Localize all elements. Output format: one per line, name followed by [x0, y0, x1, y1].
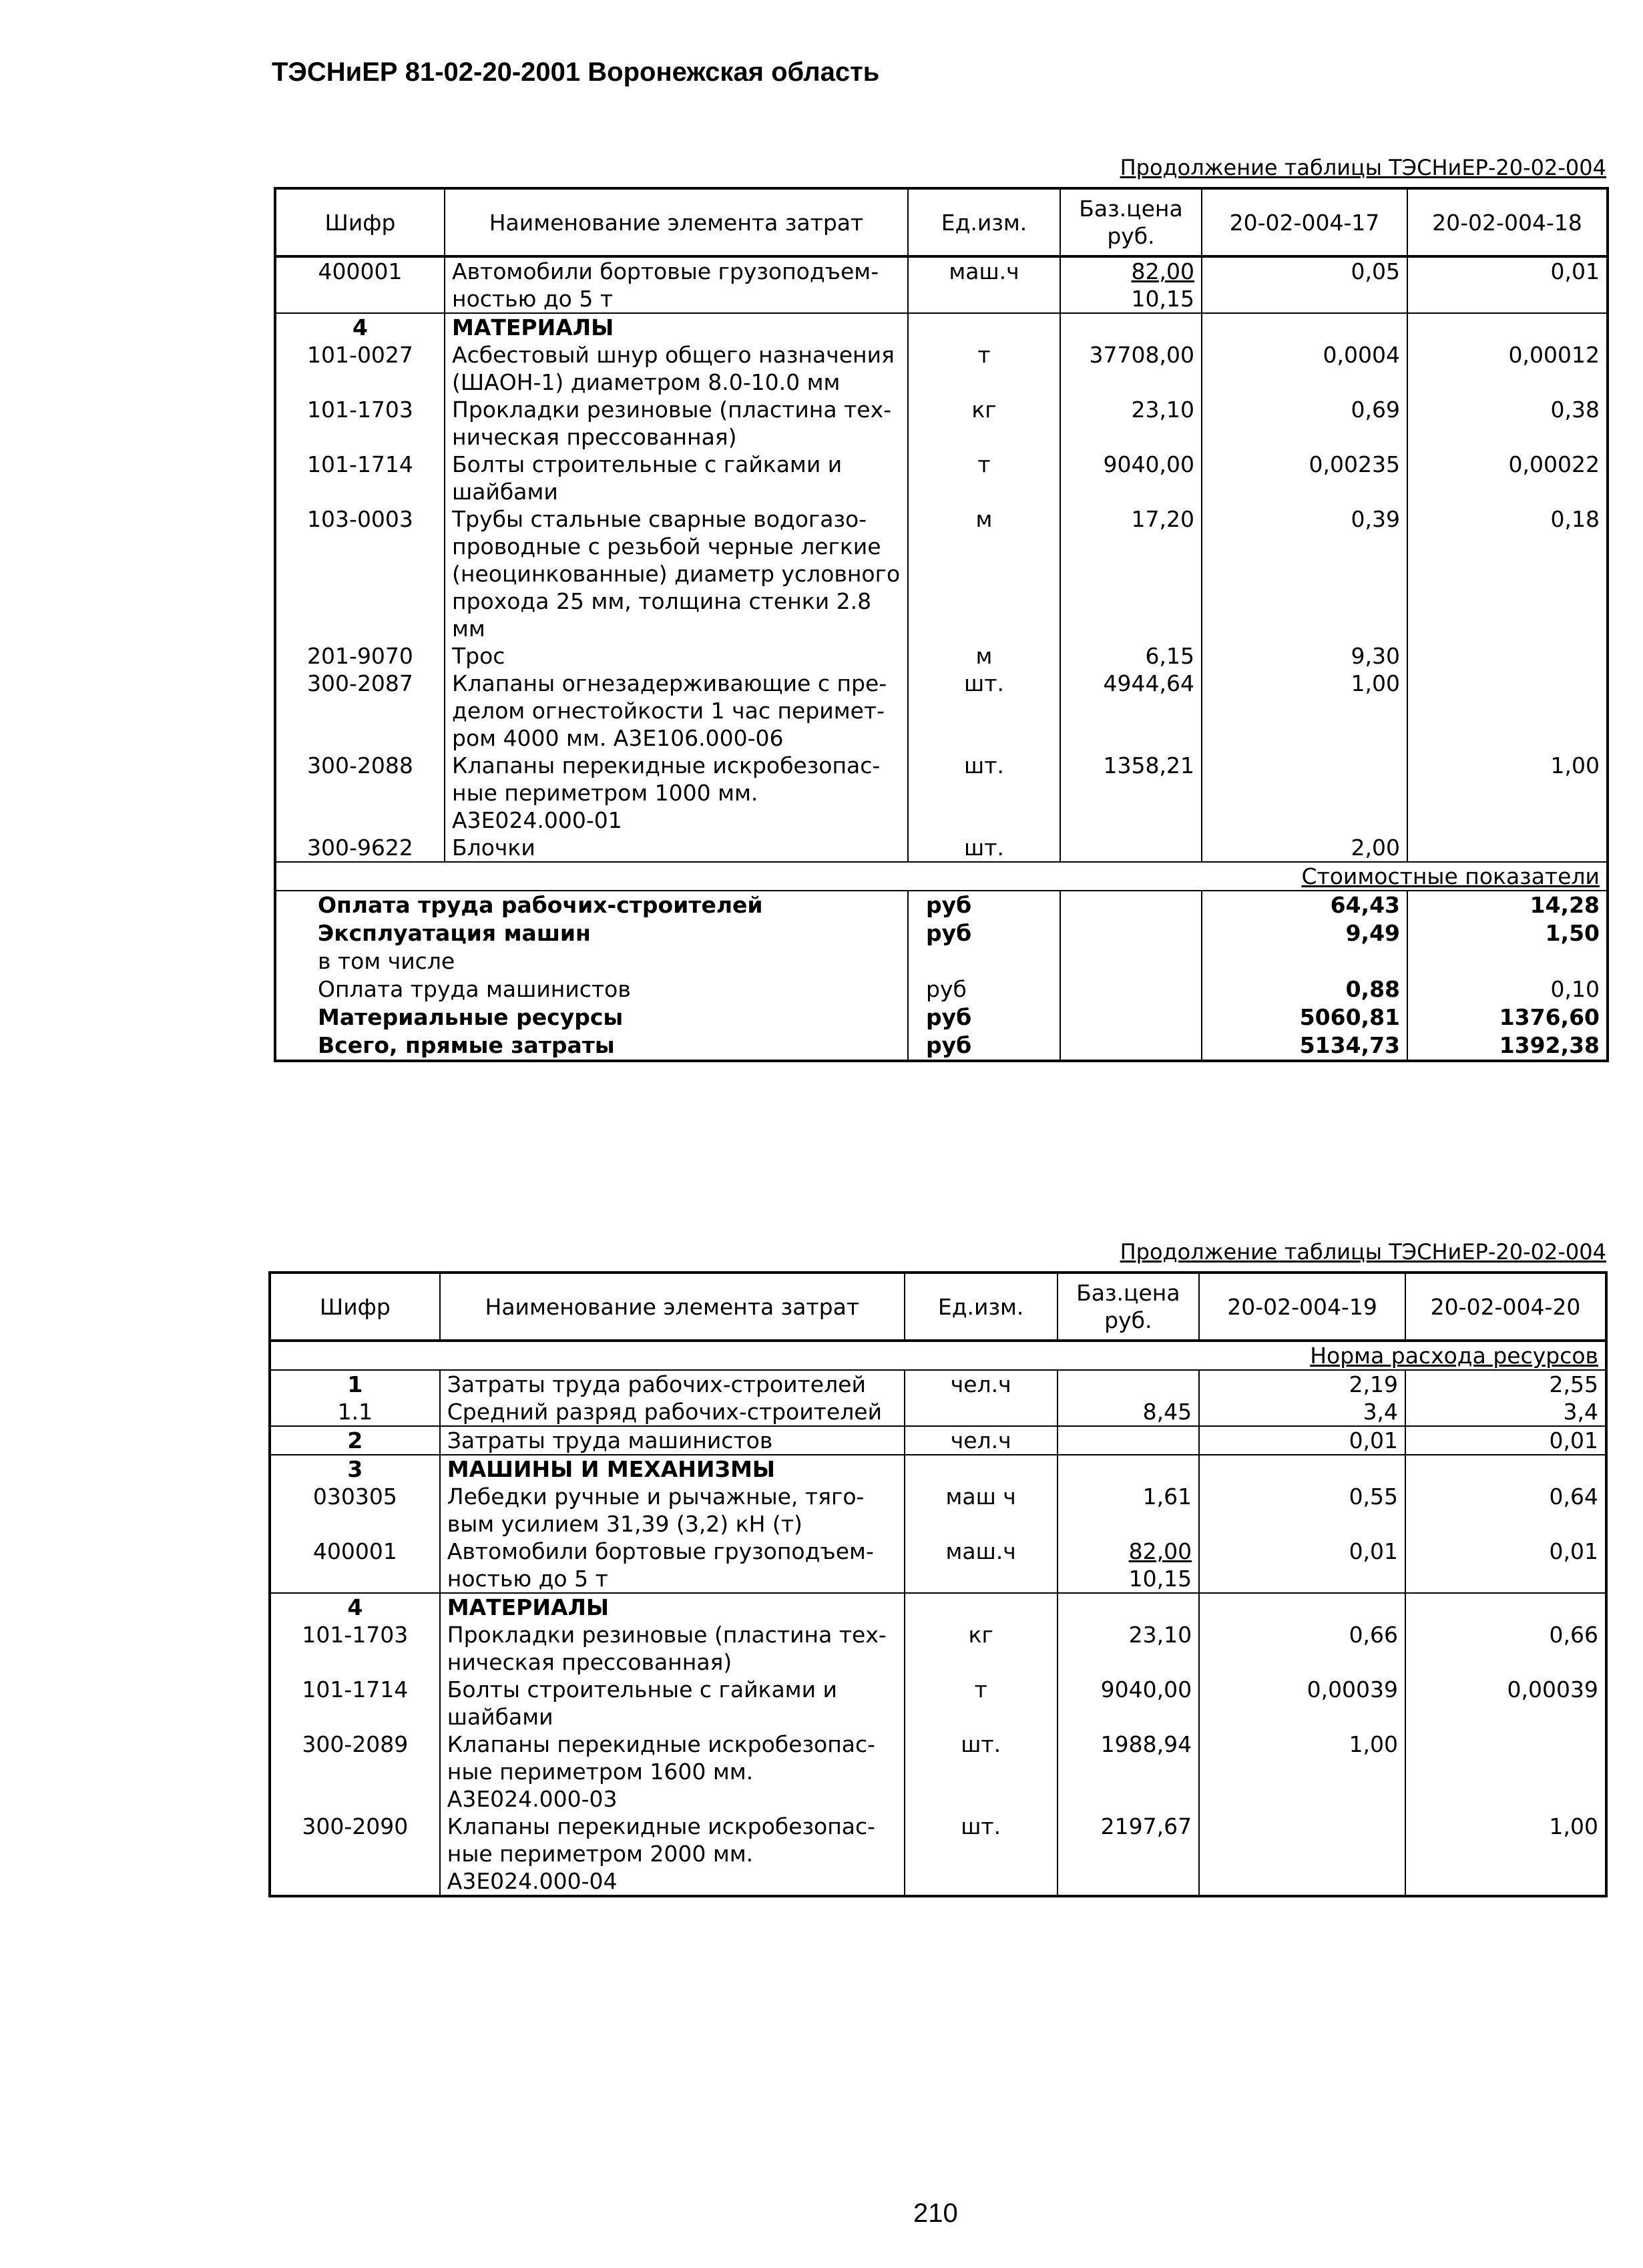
table-row: [270, 1676, 1606, 1731]
row-norm-a: 0,55: [1199, 1483, 1405, 1538]
row-price: 23,10: [1060, 396, 1202, 451]
cost-value-b: 0,10: [1407, 975, 1608, 1003]
row-unit: маш ч: [905, 1483, 1058, 1538]
row-unit: м: [908, 642, 1060, 670]
header-unit: Ед.изм.: [908, 188, 1060, 256]
header-norm-a: 20-02-004-17: [1202, 188, 1407, 256]
row-norm-a: 2,19: [1199, 1370, 1405, 1398]
row-unit: [905, 1398, 1058, 1426]
table-row: [275, 670, 1608, 752]
row-code: 103-0003: [307, 506, 413, 532]
cost-label: в том числе: [318, 948, 455, 974]
row-name: Автомобили бортовые грузоподъем-ностью до 5 т: [445, 256, 908, 313]
row-code: 030305: [312, 1484, 397, 1510]
row-norm-b: 1,00: [1407, 752, 1608, 834]
row-price: 8,45: [1058, 1398, 1200, 1426]
table-1-caption: Продолжение таблицы ТЭСНиЕР-20-02-004: [1120, 155, 1606, 180]
table-header-row: [270, 1273, 1606, 1341]
row-name: Клапаны перекидные искробезопас-ные периметром 2000 мм. А3Е024.000-04: [440, 1813, 905, 1896]
row-price: 4944,64: [1060, 670, 1202, 752]
row-norm-a: 9,30: [1202, 642, 1407, 670]
row-norm-b: 1,00: [1405, 1813, 1606, 1896]
table-row: [270, 1621, 1606, 1676]
row-code: 400001: [312, 1538, 397, 1564]
row-code: 400001: [318, 258, 403, 284]
row-norm-b: [1407, 834, 1608, 862]
row-norm-a: 0,01: [1199, 1538, 1405, 1593]
row-name: Автомобили бортовые грузоподъем-ностью до 5 т: [440, 1538, 905, 1593]
row-norm-b: 0,00012: [1407, 341, 1608, 396]
cost-row: [275, 891, 1608, 919]
row-code: 300-2087: [307, 670, 413, 696]
row-unit: шт.: [905, 1813, 1058, 1896]
row-norm-a: 0,01: [1199, 1426, 1405, 1455]
table-row: [270, 1813, 1606, 1896]
row-unit: шт.: [905, 1731, 1058, 1813]
cost-value-a: 0,88: [1202, 975, 1407, 1003]
cost-band-row: [275, 862, 1608, 891]
row-name: Блочки: [445, 834, 908, 862]
row-norm-b: [1407, 642, 1608, 670]
row-unit: т: [908, 341, 1060, 396]
row-code: 1: [270, 1370, 440, 1398]
row-price: 37708,00: [1060, 341, 1202, 396]
table-row: [270, 1538, 1606, 1593]
norm-band-label: [270, 1341, 1606, 1370]
norms-table-1: [274, 187, 1609, 1062]
norm-band-text: Норма расхода ресурсов: [1310, 1343, 1598, 1369]
cost-row: [275, 1032, 1608, 1061]
section-code: 3: [270, 1455, 440, 1483]
row-name: Затраты труда рабочих-строителей: [440, 1370, 905, 1398]
row-norm-a: 0,69: [1202, 396, 1407, 451]
price-main: 82,00: [1131, 258, 1194, 284]
row-code: 101-1703: [307, 397, 413, 423]
cost-row: [275, 947, 1608, 975]
cost-value-a: [1202, 947, 1407, 975]
table-row: [270, 1370, 1606, 1398]
row-name: Клапаны перекидные искробезопас-ные периметром 1600 мм. А3Е024.000-03: [440, 1731, 905, 1813]
row-norm-a: 0,0004: [1202, 341, 1407, 396]
table-row: [270, 1426, 1606, 1455]
cost-unit: руб: [908, 975, 1060, 1003]
row-name: Болты строительные с гайками и шайбами: [445, 451, 908, 505]
row-code: 300-2089: [302, 1731, 409, 1757]
cost-value-b: [1407, 947, 1608, 975]
row-price: 9040,00: [1060, 451, 1202, 505]
cost-value-b: 1392,38: [1407, 1032, 1608, 1061]
header-code: Шифр: [270, 1273, 440, 1341]
row-norm-b: 0,00039: [1405, 1676, 1606, 1731]
cost-unit: руб: [908, 919, 1060, 947]
cost-label: Оплата труда рабочих-строителей: [275, 891, 908, 919]
norms-table-2: [268, 1271, 1608, 1897]
cost-unit: руб: [908, 891, 1060, 919]
header-price: Баз.цена руб.: [1058, 1273, 1200, 1341]
section-title: МАТЕРИАЛЫ: [440, 1593, 905, 1621]
cost-value-a: 64,43: [1202, 891, 1407, 919]
row-name: Средний разряд рабочих-строителей: [440, 1398, 905, 1426]
row-unit: шт.: [908, 834, 1060, 862]
cost-value-a: 5060,81: [1202, 1003, 1407, 1032]
row-price: 23,10: [1058, 1621, 1200, 1676]
row-norm-a: 0,66: [1199, 1621, 1405, 1676]
table-row: [275, 505, 1608, 642]
section-row: [270, 1593, 1606, 1621]
cost-value-b: 1376,60: [1407, 1003, 1608, 1032]
row-price: [1058, 1538, 1200, 1593]
row-unit: шт.: [908, 670, 1060, 752]
section-row: [275, 313, 1608, 341]
row-unit: т: [905, 1676, 1058, 1731]
row-code: 101-1703: [302, 1622, 409, 1648]
row-norm-a: [1199, 1813, 1405, 1896]
row-norm-b: 0,01: [1405, 1538, 1606, 1593]
cost-label: Всего, прямые затраты: [318, 1032, 615, 1058]
page-number: 210: [913, 2199, 958, 2228]
cost-unit: руб: [908, 1003, 1060, 1032]
header-name: Наименование элемента затрат: [440, 1273, 905, 1341]
row-price: 9040,00: [1058, 1676, 1200, 1731]
cost-value-a: 5134,73: [1202, 1032, 1407, 1061]
cost-label: Эксплуатация машин: [318, 920, 591, 946]
table-row: [270, 1483, 1606, 1538]
norm-band-row: [270, 1341, 1606, 1370]
row-code: 2: [270, 1426, 440, 1455]
row-norm-b: 0,01: [1407, 256, 1608, 313]
document-title: ТЭСНиЕР 81-02-20-2001 Воронежская область: [272, 57, 880, 87]
row-unit: кг: [905, 1621, 1058, 1676]
table-row: [275, 834, 1608, 862]
row-code: 101-1714: [307, 451, 413, 477]
row-name: Прокладки резиновые (пластина тех-ническая прессованная): [445, 396, 908, 451]
row-name: Клапаны огнезадерживающие с пре-делом огнестойкости 1 час перимет-ром 4000 мм. А3Е106.000-06: [445, 670, 908, 752]
row-norm-b: 2,55: [1405, 1370, 1606, 1398]
price-machinist: 10,15: [1128, 1566, 1192, 1592]
row-price: 6,15: [1060, 642, 1202, 670]
row-norm-a: 2,00: [1202, 834, 1407, 862]
row-code: 300-9622: [307, 835, 413, 861]
table-row: [275, 642, 1608, 670]
row-code: 1.1: [337, 1399, 373, 1425]
row-name: Затраты труда машинистов: [440, 1426, 905, 1455]
header-unit: Ед.изм.: [905, 1273, 1058, 1341]
row-norm-b: 0,38: [1407, 396, 1608, 451]
row-norm-a: 0,00039: [1199, 1676, 1405, 1731]
row-unit: маш.ч: [908, 256, 1060, 313]
row-norm-b: [1407, 670, 1608, 752]
table-row: [275, 341, 1608, 396]
table-row: [275, 451, 1608, 505]
row-unit: м: [908, 505, 1060, 642]
header-code: Шифр: [275, 188, 445, 256]
header-norm-a: 20-02-004-19: [1199, 1273, 1405, 1341]
row-norm-b: 0,66: [1405, 1621, 1606, 1676]
row-unit: шт.: [908, 752, 1060, 834]
cost-band-text: Стоимостные показатели: [1301, 863, 1600, 889]
row-unit: т: [908, 451, 1060, 505]
section-code: 4: [275, 313, 445, 341]
header-norm-b: 20-02-004-18: [1407, 188, 1608, 256]
row-price: 2197,67: [1058, 1813, 1200, 1896]
table-row: [275, 256, 1608, 313]
row-norm-b: [1405, 1731, 1606, 1813]
row-name: Прокладки резиновые (пластина тех-ническая прессованная): [440, 1621, 905, 1676]
price-machinist: 10,15: [1131, 286, 1194, 312]
row-code: 201-9070: [307, 643, 413, 669]
table-header-row: [275, 188, 1608, 256]
header-norm-b: 20-02-004-20: [1405, 1273, 1606, 1341]
cost-label: Материальные ресурсы: [318, 1004, 624, 1030]
row-code: 300-2090: [302, 1813, 409, 1839]
row-code: 101-1714: [302, 1676, 409, 1703]
row-name: Лебедки ручные и рычажные, тяго-вым усилием 31,39 (3,2) кН (т): [440, 1483, 905, 1538]
row-unit: кг: [908, 396, 1060, 451]
row-norm-a: 0,39: [1202, 505, 1407, 642]
cost-row: [275, 919, 1608, 947]
row-norm-a: 1,00: [1202, 670, 1407, 752]
cost-unit: [908, 947, 1060, 975]
row-price: 1988,94: [1058, 1731, 1200, 1813]
cost-value-b: 1,50: [1407, 919, 1608, 947]
table-row: [270, 1731, 1606, 1813]
table-row: [275, 752, 1608, 834]
cost-unit: руб: [908, 1032, 1060, 1061]
row-code: 101-0027: [307, 342, 413, 368]
price-main: 82,00: [1128, 1538, 1192, 1564]
row-price: [1058, 1426, 1200, 1455]
row-price: [1060, 834, 1202, 862]
row-norm-b: 0,00022: [1407, 451, 1608, 505]
row-name: Клапаны перекидные искробезопас-ные периметром 1000 мм. А3Е024.000-01: [445, 752, 908, 834]
row-norm-a: 3,4: [1199, 1398, 1405, 1426]
cost-band-label: [275, 862, 1608, 891]
row-unit: чел.ч: [905, 1426, 1058, 1455]
row-norm-a: 0,00235: [1202, 451, 1407, 505]
row-norm-b: 3,4: [1405, 1398, 1606, 1426]
row-price: 17,20: [1060, 505, 1202, 642]
row-unit: маш.ч: [905, 1538, 1058, 1593]
header-name: Наименование элемента затрат: [445, 188, 908, 256]
row-name: Болты строительные с гайками и шайбами: [440, 1676, 905, 1731]
row-norm-b: 0,64: [1405, 1483, 1606, 1538]
row-price: [1058, 1370, 1200, 1398]
row-norm-a: 1,00: [1199, 1731, 1405, 1813]
row-name: Трубы стальные сварные водогазо-проводные с резьбой черные легкие (неоцинкованные) диаметр условного прохода 25 мм, толщина стенки 2.8 мм: [445, 505, 908, 642]
section-row: [270, 1455, 1606, 1483]
section-code: 4: [270, 1593, 440, 1621]
row-norm-b: 0,18: [1407, 505, 1608, 642]
section-title: МАШИНЫ И МЕХАНИЗМЫ: [440, 1455, 905, 1483]
cost-value-b: 14,28: [1407, 891, 1608, 919]
row-unit: чел.ч: [905, 1370, 1058, 1398]
row-price: 1,61: [1058, 1483, 1200, 1538]
row-name: Трос: [445, 642, 908, 670]
row-price: [1060, 256, 1202, 313]
section-title: МАТЕРИАЛЫ: [445, 313, 908, 341]
row-norm-a: [1202, 752, 1407, 834]
cost-label: Оплата труда машинистов: [318, 976, 631, 1002]
row-norm-b: 0,01: [1405, 1426, 1606, 1455]
table-row: [275, 396, 1608, 451]
table-2-caption: Продолжение таблицы ТЭСНиЕР-20-02-004: [1120, 1239, 1606, 1265]
cost-value-a: 9,49: [1202, 919, 1407, 947]
row-name: Асбестовый шнур общего назначения (ШАОН-1) диаметром 8.0-10.0 мм: [445, 341, 908, 396]
table-row: [270, 1398, 1606, 1426]
row-code: 300-2088: [307, 752, 413, 778]
cost-row: [275, 1003, 1608, 1032]
row-norm-a: 0,05: [1202, 256, 1407, 313]
cost-row: [275, 975, 1608, 1003]
row-price: 1358,21: [1060, 752, 1202, 834]
header-price: Баз.цена руб.: [1060, 188, 1202, 256]
